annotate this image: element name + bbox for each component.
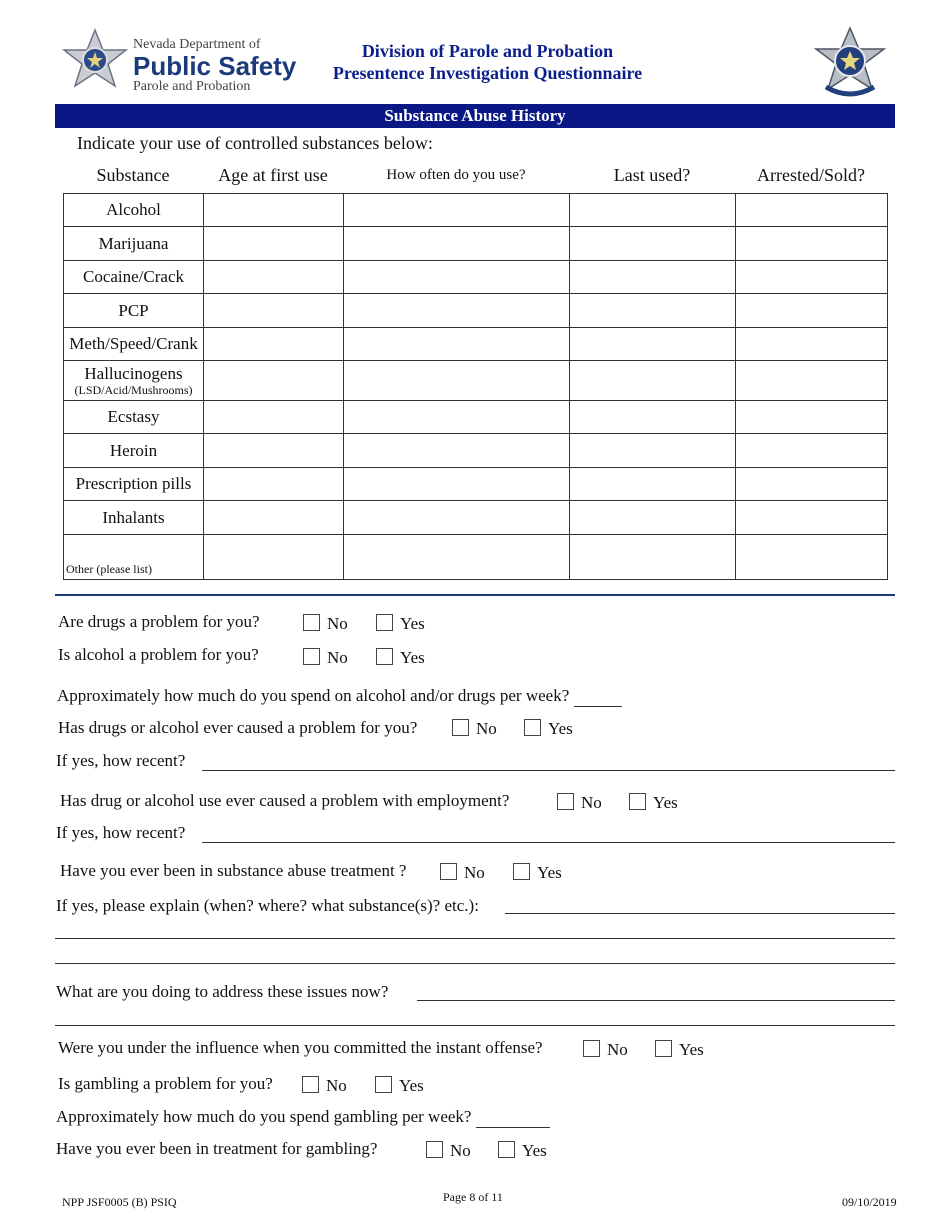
logo-line-3: Parole and Probation <box>133 79 251 94</box>
footer-form-id: NPP JSF0005 (B) PSIQ <box>62 1195 177 1209</box>
col-header-age: Age at first use <box>218 165 328 185</box>
question-spend-weekly <box>57 686 622 707</box>
checkbox[interactable] <box>498 1141 515 1158</box>
checkbox[interactable] <box>557 793 574 810</box>
question-gambling-treatment: Have you ever been in treatment for gambling? <box>56 1139 378 1158</box>
how-recent-1-field[interactable] <box>202 770 895 771</box>
arrested-cell[interactable] <box>736 501 888 535</box>
checkbox[interactable] <box>452 719 469 736</box>
age-cell[interactable] <box>204 328 344 361</box>
last-used-cell[interactable] <box>570 328 736 361</box>
gambling-treatment-yes[interactable] <box>498 1141 547 1161</box>
table-row <box>64 501 888 535</box>
option-label: Yes <box>400 614 425 633</box>
last-used-cell[interactable] <box>570 468 736 501</box>
question-gambling-problem: Is gambling a problem for you? <box>58 1074 273 1093</box>
logo-line-1: Nevada Department of <box>133 37 261 52</box>
last-used-cell[interactable] <box>570 227 736 261</box>
age-cell[interactable] <box>204 501 344 535</box>
address-now-field-2[interactable] <box>55 1025 895 1026</box>
last-used-cell[interactable] <box>570 194 736 227</box>
age-cell[interactable] <box>204 194 344 227</box>
how-recent-2-field[interactable] <box>202 842 895 843</box>
question-text: Approximately how much do you spend on alcohol and/or drugs per week? <box>57 686 570 705</box>
option-label: Yes <box>679 1040 704 1059</box>
section-title: Substance Abuse History <box>55 104 895 128</box>
age-cell[interactable] <box>204 434 344 468</box>
treatment-no[interactable] <box>440 863 485 883</box>
age-cell[interactable] <box>204 227 344 261</box>
col-header-substance: Substance <box>96 165 170 185</box>
option-label: No <box>464 863 485 882</box>
frequency-cell[interactable] <box>344 194 570 227</box>
substance-name: Hallucinogens <box>84 364 183 383</box>
age-cell[interactable] <box>204 261 344 294</box>
age-cell[interactable] <box>204 401 344 434</box>
question-drugs-problem: Are drugs a problem for you? <box>58 612 260 631</box>
substance-name-hallucinogens <box>64 361 204 401</box>
explain-field-1[interactable] <box>505 913 895 914</box>
age-cell[interactable] <box>204 535 344 580</box>
arrested-cell[interactable] <box>736 194 888 227</box>
checkbox[interactable] <box>629 793 646 810</box>
option-label: Yes <box>399 1076 424 1095</box>
under-influence-no[interactable] <box>583 1040 628 1060</box>
question-gambling-spend <box>56 1107 550 1128</box>
table-row <box>64 434 888 468</box>
arrested-cell[interactable] <box>736 227 888 261</box>
dps-logo-text <box>133 38 296 94</box>
option-label: Yes <box>522 1141 547 1160</box>
checkbox[interactable] <box>524 719 541 736</box>
checkbox[interactable] <box>303 614 320 631</box>
question-employment-problem: Has drug or alcohol use ever caused a problem with employment? <box>60 791 510 810</box>
parole-probation-badge-icon <box>812 25 888 101</box>
question-text: Approximately how much do you spend gambling per week? <box>56 1107 472 1126</box>
frequency-cell[interactable] <box>344 501 570 535</box>
arrested-cell[interactable] <box>736 328 888 361</box>
last-used-cell[interactable] <box>570 361 736 401</box>
substance-table <box>63 193 888 580</box>
table-row <box>64 468 888 501</box>
last-used-cell[interactable] <box>570 261 736 294</box>
checkbox[interactable] <box>513 863 530 880</box>
checkbox[interactable] <box>426 1141 443 1158</box>
frequency-cell[interactable] <box>344 468 570 501</box>
dps-badge-icon <box>60 28 130 98</box>
option-label: No <box>327 614 348 633</box>
last-used-cell[interactable] <box>570 294 736 328</box>
table-row <box>64 261 888 294</box>
explain-field-3[interactable] <box>55 963 895 964</box>
substance-name: Meth/Speed/Crank <box>64 328 204 361</box>
arrested-cell[interactable] <box>736 401 888 434</box>
checkbox[interactable] <box>583 1040 600 1057</box>
table-row <box>64 535 888 580</box>
checkbox[interactable] <box>375 1076 392 1093</box>
checkbox[interactable] <box>655 1040 672 1057</box>
form-title <box>300 40 675 84</box>
checkbox[interactable] <box>376 614 393 631</box>
frequency-cell[interactable] <box>344 434 570 468</box>
frequency-cell[interactable] <box>344 535 570 580</box>
question-explain: If yes, please explain (when? where? what substance(s)? etc.): <box>56 896 479 915</box>
drugs-problem-yes[interactable] <box>376 614 425 634</box>
question-address-now: What are you doing to address these issues now? <box>56 982 389 1001</box>
caused-problem-no[interactable] <box>452 719 497 739</box>
arrested-cell[interactable] <box>736 261 888 294</box>
footer-page-number: Page 8 of 11 <box>443 1190 503 1204</box>
option-label: No <box>327 648 348 667</box>
arrested-cell[interactable] <box>736 468 888 501</box>
option-label: No <box>607 1040 628 1059</box>
substance-name: Heroin <box>64 434 204 468</box>
alcohol-problem-yes[interactable] <box>376 648 425 668</box>
table-row <box>64 401 888 434</box>
col-header-frequency: How often do you use? <box>386 167 526 183</box>
age-cell[interactable] <box>204 294 344 328</box>
question-under-influence: Were you under the influence when you committed the instant offense? <box>58 1038 543 1057</box>
question-caused-problem: Has drugs or alcohol ever caused a problem for you? <box>58 718 418 737</box>
table-row <box>64 227 888 261</box>
age-cell[interactable] <box>204 361 344 401</box>
frequency-cell[interactable] <box>344 294 570 328</box>
arrested-cell[interactable] <box>736 361 888 401</box>
arrested-cell[interactable] <box>736 535 888 580</box>
frequency-cell[interactable] <box>344 361 570 401</box>
substance-name: Alcohol <box>64 194 204 227</box>
section-divider <box>55 594 895 596</box>
option-label: No <box>450 1141 471 1160</box>
substance-note: (LSD/Acid/Mushrooms) <box>74 383 193 397</box>
arrested-cell[interactable] <box>736 294 888 328</box>
age-cell[interactable] <box>204 468 344 501</box>
substance-name: Marijuana <box>64 227 204 261</box>
checkbox[interactable] <box>303 648 320 665</box>
title-line-1: Division of Parole and Probation <box>361 41 614 61</box>
col-header-last-used: Last used? <box>613 165 691 185</box>
logo-line-2: Public Safety <box>133 51 297 81</box>
last-used-cell[interactable] <box>570 501 736 535</box>
option-label: No <box>476 719 497 738</box>
substance-name: Prescription pills <box>64 468 204 501</box>
employment-problem-yes[interactable] <box>629 793 678 813</box>
option-label: Yes <box>548 719 573 738</box>
table-row <box>64 194 888 227</box>
address-now-field-1[interactable] <box>417 1000 895 1001</box>
explain-field-2[interactable] <box>55 938 895 939</box>
intro-text: Indicate your use of controlled substances below: <box>77 133 433 153</box>
frequency-cell[interactable] <box>344 227 570 261</box>
option-label: No <box>326 1076 347 1095</box>
question-alcohol-problem: Is alcohol a problem for you? <box>58 645 259 664</box>
substance-name: Cocaine/Crack <box>64 261 204 294</box>
frequency-cell[interactable] <box>344 261 570 294</box>
checkbox[interactable] <box>376 648 393 665</box>
gambling-problem-yes[interactable] <box>375 1076 424 1096</box>
substance-name: Other (please list) <box>64 535 204 580</box>
checkbox[interactable] <box>302 1076 319 1093</box>
under-influence-yes[interactable] <box>655 1040 704 1060</box>
question-how-recent-1: If yes, how recent? <box>56 751 186 770</box>
table-row <box>64 328 888 361</box>
alcohol-problem-no[interactable] <box>303 648 348 668</box>
option-label: Yes <box>400 648 425 667</box>
last-used-cell[interactable] <box>570 434 736 468</box>
option-label: Yes <box>653 793 678 812</box>
arrested-cell[interactable] <box>736 434 888 468</box>
table-row <box>64 361 888 401</box>
col-header-arrested: Arrested/Sold? <box>757 165 865 185</box>
substance-name: Inhalants <box>64 501 204 535</box>
frequency-cell[interactable] <box>344 328 570 361</box>
gambling-spend-field[interactable] <box>476 1107 550 1128</box>
substance-name: PCP <box>64 294 204 328</box>
drugs-problem-no[interactable] <box>303 614 348 634</box>
title-line-2: Presentence Investigation Questionnaire <box>332 63 643 83</box>
caused-problem-yes[interactable] <box>524 719 573 739</box>
option-label: Yes <box>537 863 562 882</box>
option-label: No <box>581 793 602 812</box>
treatment-yes[interactable] <box>513 863 562 883</box>
last-used-cell[interactable] <box>570 535 736 580</box>
footer-date: 09/10/2019 <box>842 1195 897 1209</box>
gambling-treatment-no[interactable] <box>426 1141 471 1161</box>
checkbox[interactable] <box>440 863 457 880</box>
gambling-problem-no[interactable] <box>302 1076 347 1096</box>
spend-weekly-field[interactable] <box>574 686 622 707</box>
table-row <box>64 294 888 328</box>
last-used-cell[interactable] <box>570 401 736 434</box>
question-how-recent-2: If yes, how recent? <box>56 823 186 842</box>
employment-problem-no[interactable] <box>557 793 602 813</box>
frequency-cell[interactable] <box>344 401 570 434</box>
question-treatment: Have you ever been in substance abuse treatment ? <box>60 861 407 880</box>
substance-name: Ecstasy <box>64 401 204 434</box>
